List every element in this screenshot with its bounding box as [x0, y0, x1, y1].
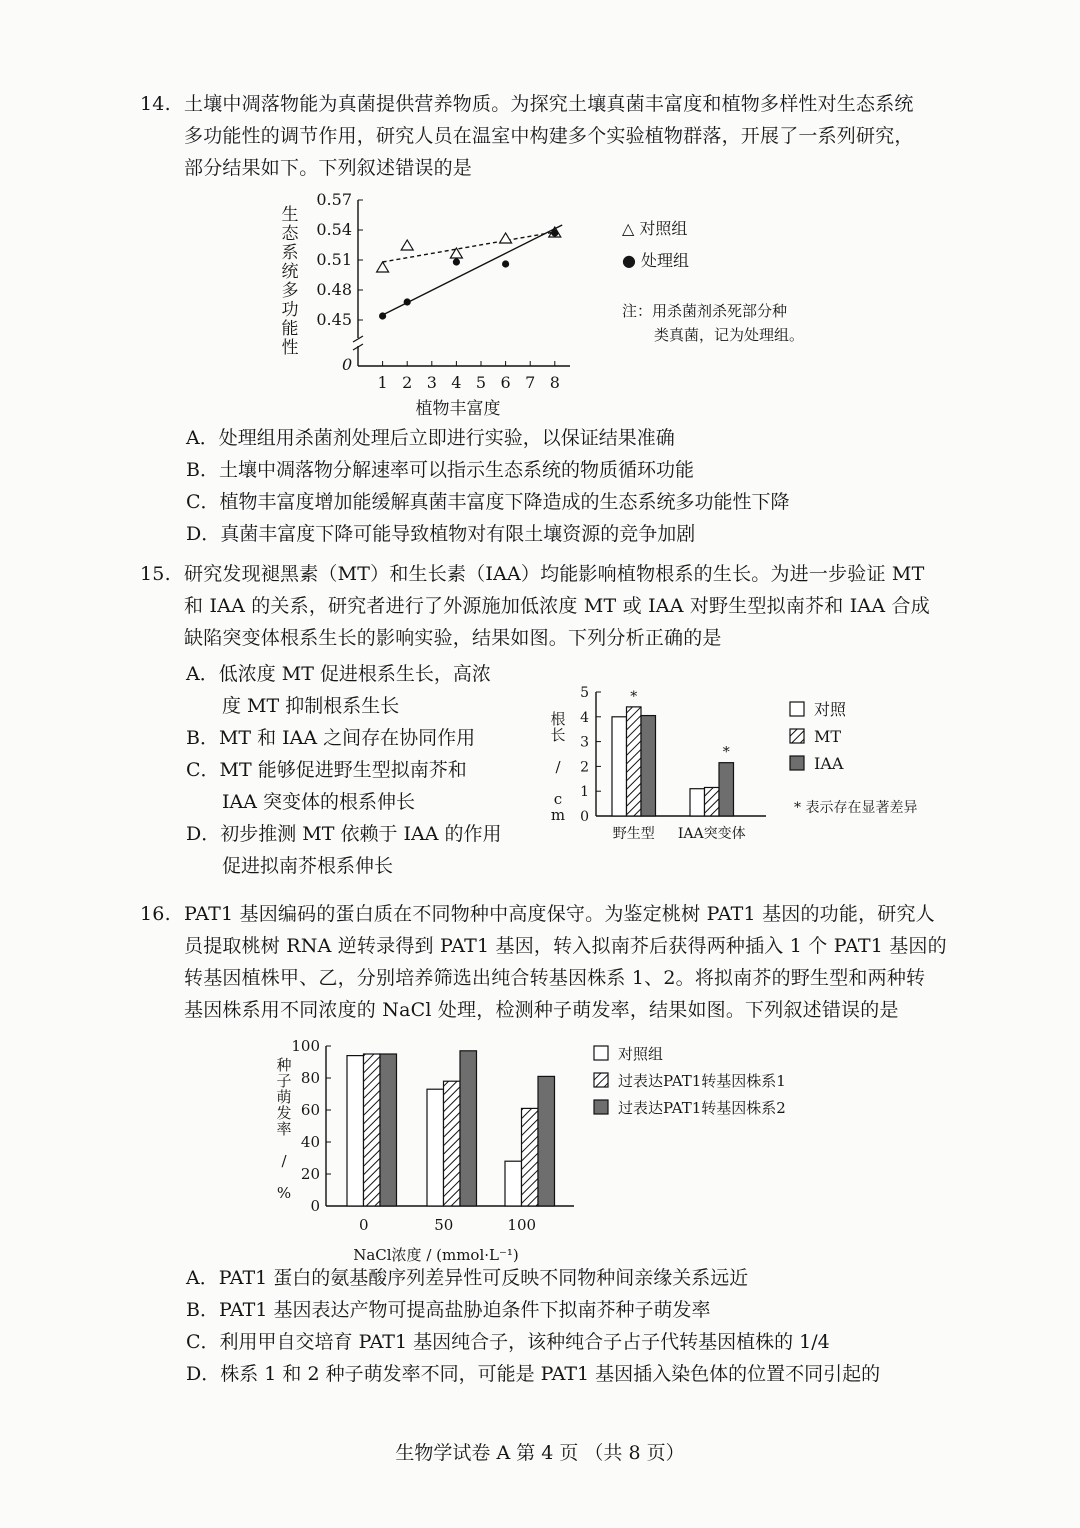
y-axis-title-char: 性: [281, 338, 299, 358]
y-tick-label: 100: [291, 1037, 320, 1055]
x-tick-label: 6: [500, 373, 511, 392]
q16-option-a[interactable]: A．PAT1 蛋白的氨基酸序列差异性可反映不同物种间亲缘关系远近: [186, 1267, 749, 1289]
q15-stem-line-1: 15. 研究发现褪黑素（MT）和生长素（IAA）均能影响植物根系的生长。为进一步验证 MT: [140, 558, 970, 590]
q15-option-b[interactable]: B．MT 和 IAA 之间存在协同作用: [186, 727, 476, 749]
chart-note-line-2: 类真菌，记为处理组。: [654, 326, 805, 344]
bar-nacl0-series3: [380, 1054, 397, 1206]
legend-swatch: [790, 702, 804, 716]
q16-bar-chart: [268, 1032, 828, 1264]
legend-label: 过表达PAT1转基因株系1: [618, 1072, 786, 1090]
y-axis-title-char: 子: [276, 1072, 292, 1090]
q15-option-c-cont[interactable]: IAA 突变体的根系伸长: [222, 791, 415, 813]
bar-nacl50-series2: [444, 1081, 461, 1206]
significance-mark: *: [722, 744, 730, 761]
y-axis-title-char: 功: [281, 300, 299, 320]
y-tick-label: 40: [300, 1133, 320, 1151]
q14-option-d[interactable]: D．真菌丰富度下降可能导致植物对有限土壤资源的竞争加剧: [186, 523, 696, 545]
q16-option-d[interactable]: D．株系 1 和 2 种子萌发率不同，可能是 PAT1 基因插入染色体的位置不同引起的: [186, 1363, 881, 1385]
y-tick-label: 3: [580, 734, 589, 751]
legend-swatch: [594, 1100, 608, 1114]
y-axis-title-char: 长: [550, 726, 566, 744]
y-axis-title-char: 率: [276, 1120, 292, 1138]
x-tick-label: 3: [426, 373, 437, 392]
x-category-label: 0: [358, 1216, 369, 1234]
question-14: [140, 88, 970, 184]
bar-mutant-mt: [705, 787, 720, 816]
treatment-point: [404, 298, 411, 305]
q15-option-d[interactable]: D．初步推测 MT 依赖于 IAA 的作用: [186, 823, 502, 845]
x-tick-label: 7: [525, 373, 536, 392]
q14-option-c[interactable]: C．植物丰富度增加能缓解真菌丰富度下降造成的生态系统多功能性下降: [186, 491, 790, 513]
y-axis-title-char: 系: [281, 243, 299, 263]
treatment-point: [453, 258, 460, 265]
y-axis-title-char: %: [276, 1184, 292, 1202]
treatment-point: [379, 312, 386, 319]
y-axis-title-char: 态: [281, 224, 299, 244]
y-tick-label: 60: [300, 1101, 320, 1119]
q16-stem-line-1: 16. PAT1 基因编码的蛋白质在不同物种中高度保守。为鉴定桃树 PAT1 基因的功能，研究人: [140, 898, 970, 930]
bar-mutant-iaa: [719, 763, 734, 816]
significance-footnote: * 表示存在显著差异: [794, 800, 918, 816]
x-category-label: 100: [507, 1216, 537, 1234]
bar-nacl50-series3: [460, 1051, 477, 1206]
x-tick-label: 1: [377, 373, 388, 392]
legend-treatment: ● 处理组: [622, 251, 690, 270]
legend-label: IAA: [814, 754, 844, 773]
bar-nacl100-series2: [522, 1108, 539, 1206]
q15-options: [140, 658, 540, 882]
y-axis-title-char: 多: [281, 281, 299, 301]
control-point: [500, 233, 512, 243]
q14-stem-line-1: 14. 土壤中凋落物能为真菌提供营养物质。为探究土壤真菌丰富度和植物多样性对生态系统: [140, 88, 970, 120]
q15-option-d-cont[interactable]: 促进拟南芥根系伸长: [222, 855, 394, 877]
x-axis-title: NaCl浓度 / (mmol·L⁻¹): [353, 1246, 519, 1264]
question-16: [140, 898, 970, 1026]
page-footer: 生物学试卷 A 第 4 页 （共 8 页）: [395, 1442, 685, 1464]
y-axis-title-char: c: [553, 790, 563, 808]
y-axis-title-char: 萌: [276, 1088, 292, 1106]
y-tick-label: 0.57: [316, 190, 352, 209]
y-tick-label: 0.51: [316, 250, 352, 269]
q15-bar-chart: [540, 680, 960, 850]
bar-wildtype-control: [612, 717, 627, 816]
q14-scatter-chart: [270, 186, 830, 422]
legend-swatch: [790, 729, 804, 743]
q16-option-b[interactable]: B．PAT1 基因表达产物可提高盐胁迫条件下拟南芥种子萌发率: [186, 1299, 711, 1321]
x-category-label: 50: [434, 1216, 454, 1234]
x-tick-label: 5: [475, 373, 487, 392]
bar-wildtype-mt: [627, 707, 642, 816]
legend-swatch: [594, 1046, 608, 1060]
q15-option-a-cont[interactable]: 度 MT 抑制根系生长: [222, 695, 400, 717]
y-tick-label: 0: [310, 1197, 320, 1215]
y-axis-title-char: m: [550, 806, 566, 824]
x-category-label: IAA突变体: [677, 826, 746, 842]
question-15: [140, 558, 970, 654]
q14-number: 14.: [140, 93, 171, 115]
q16-stem-line-2: 员提取桃树 RNA 逆转录得到 PAT1 基因，转入拟南芥后获得两种插入 1 个 PAT1 基因的: [184, 935, 947, 957]
q15-option-a[interactable]: A．低浓度 MT 促进根系生长，高浓: [186, 663, 491, 685]
x-axis-title: 植物丰富度: [415, 399, 501, 419]
y-tick-label: 2: [580, 759, 589, 776]
treatment-point: [551, 229, 558, 236]
y-tick-label: 20: [300, 1165, 320, 1183]
legend-label: MT: [814, 727, 842, 746]
legend-label: 对照: [814, 700, 847, 719]
y-tick-label: 1: [580, 784, 589, 801]
bar-mutant-control: [690, 789, 705, 816]
y-axis-title-char: /: [281, 1152, 287, 1170]
y-tick-label: 0.45: [316, 310, 352, 329]
y-axis-title-char: 统: [281, 262, 299, 282]
y-axis-title-char: /: [555, 758, 561, 776]
y-axis-title-char: 生: [281, 205, 299, 225]
x-category-label: 野生型: [612, 826, 655, 842]
q14-option-b[interactable]: B．土壤中凋落物分解速率可以指示生态系统的物质循环功能: [186, 459, 694, 481]
y-tick-label: 0.54: [316, 220, 352, 239]
x-tick-label: 8: [549, 373, 560, 392]
y-tick-label: 80: [300, 1069, 320, 1087]
y-tick-label: 5: [580, 685, 589, 701]
origin-label: 0: [342, 355, 353, 374]
x-tick-label: 4: [451, 373, 462, 392]
y-axis-title-char: 种: [276, 1056, 292, 1074]
control-point: [401, 240, 413, 250]
legend-swatch: [790, 756, 804, 770]
legend-label: 过表达PAT1转基因株系2: [618, 1099, 786, 1117]
treatment-point: [502, 260, 509, 267]
q16-number: 16.: [140, 903, 171, 925]
bar-nacl100-series1: [505, 1161, 522, 1206]
significance-mark: *: [630, 688, 638, 705]
bar-nacl100-series3: [538, 1076, 555, 1206]
y-tick-label: 0.48: [316, 280, 352, 299]
q16-stem-line-3: 转基因植株甲、乙，分别培养筛选出纯合转基因株系 1、2。将拟南芥的野生型和两种转: [184, 967, 926, 989]
bar-nacl50-series1: [427, 1089, 444, 1206]
q15-number: 15.: [140, 563, 171, 585]
y-tick-label: 4: [580, 709, 589, 726]
q15-option-c[interactable]: C．MT 能够促进野生型拟南芥和: [186, 759, 467, 781]
q14-stem-line-3: 部分结果如下。下列叙述错误的是: [184, 157, 473, 179]
bar-nacl0-series1: [347, 1056, 364, 1206]
q15-stem-line-3: 缺陷突变体根系生长的影响实验，结果如图。下列分析正确的是: [184, 627, 722, 649]
legend-control: △ 对照组: [622, 219, 688, 238]
y-tick-label: 0: [580, 809, 589, 825]
bar-wildtype-iaa: [641, 716, 656, 816]
q16-stem-line-4: 基因株系用不同浓度的 NaCl 处理，检测种子萌发率，结果如图。下列叙述错误的是: [184, 999, 899, 1021]
chart-note-line-1: 注：用杀菌剂杀死部分种: [622, 302, 788, 320]
control-point: [377, 262, 389, 272]
y-axis-title-char: 根: [550, 710, 566, 728]
q14-stem-line-2: 多功能性的调节作用，研究人员在温室中构建多个实验植物群落，开展了一系列研究，: [184, 125, 914, 147]
q14-options: [140, 422, 970, 550]
y-axis-title-char: 发: [276, 1104, 292, 1122]
q15-stem-line-2: 和 IAA 的关系，研究者进行了外源施加低浓度 MT 或 IAA 对野生型拟南芥和 IAA 合成: [184, 595, 930, 617]
q16-options: [140, 1262, 970, 1390]
x-tick-label: 2: [402, 373, 413, 392]
q14-option-a[interactable]: A．处理组用杀菌剂处理后立即进行实验，以保证结果准确: [186, 427, 675, 449]
bar-nacl0-series2: [364, 1054, 381, 1206]
legend-swatch: [594, 1073, 608, 1087]
legend-label: 对照组: [618, 1045, 664, 1063]
q16-option-c[interactable]: C．利用甲自交培育 PAT1 基因纯合子，该种纯合子占子代转基因植株的 1/4: [186, 1331, 830, 1353]
y-axis-title-char: 能: [281, 319, 299, 339]
